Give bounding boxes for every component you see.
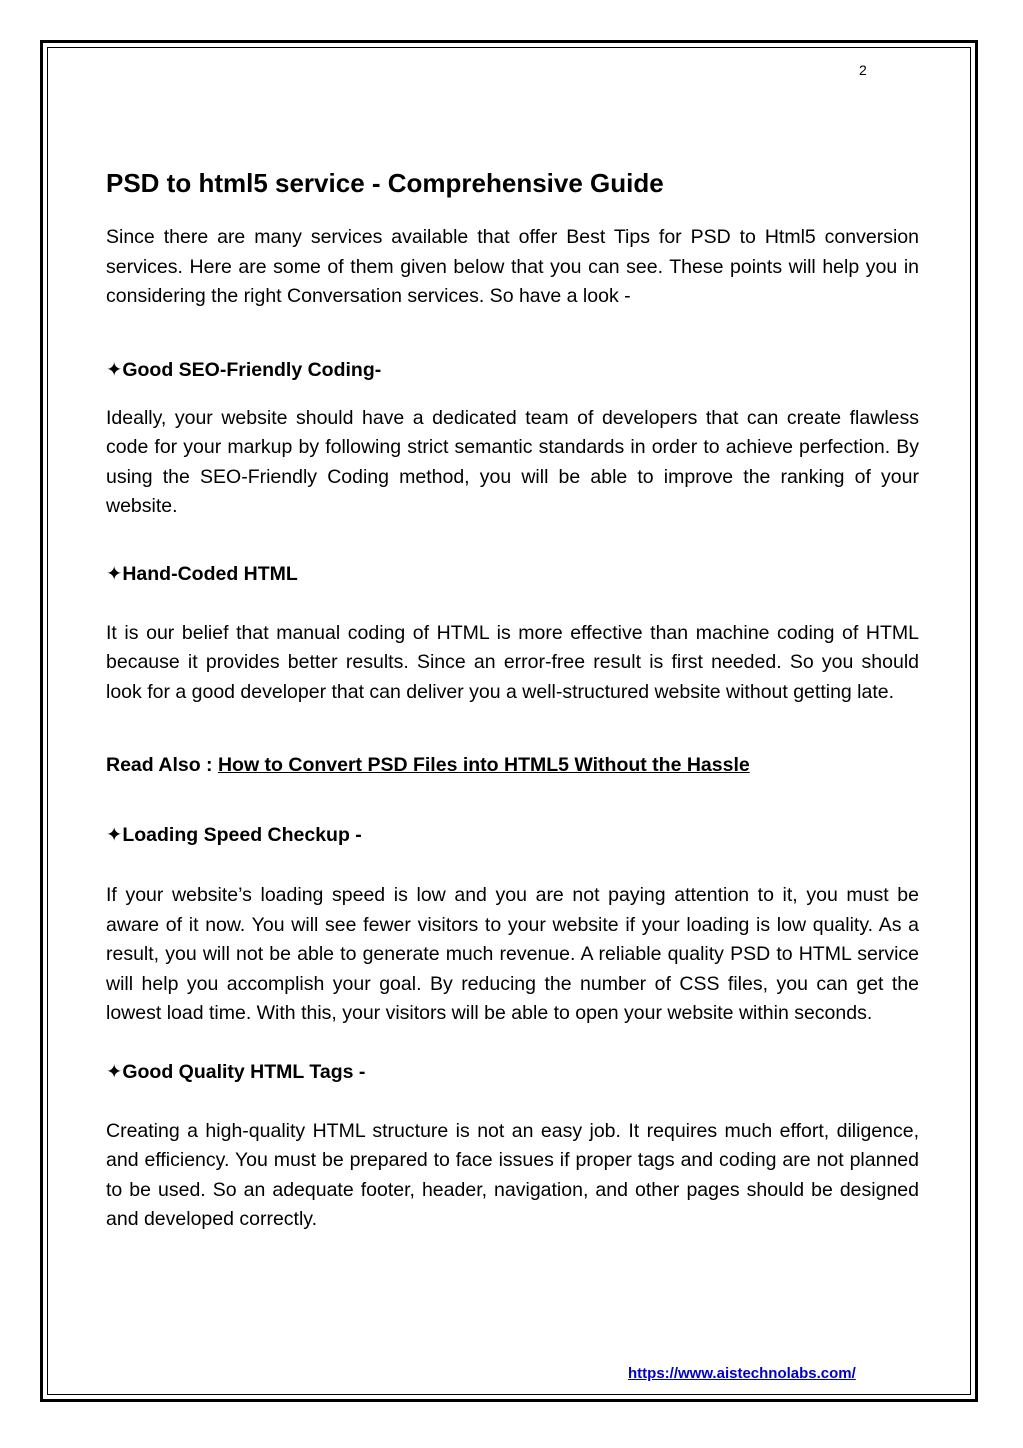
star-bullet-icon: ✦ xyxy=(106,358,123,381)
read-also-label: Read Also : xyxy=(106,754,218,776)
section-body-hand-coded: It is our belief that manual coding of HTML is more effective than machine coding of HTML because it provides better results. Since an error-free result is first needed. So you should look for a good developer that can deliver you a well-structured website without getting late. xyxy=(106,621,919,703)
intro-paragraph: Since there are many services available that offer Best Tips for PSD to Html5 conversion services. Here are some of them given below that you can see. These points will help you in considering the right Conversation services. So have a look - xyxy=(106,226,919,307)
section-heading-html-tags xyxy=(106,1058,919,1086)
section-heading-label: Good Quality HTML Tags - xyxy=(122,1060,366,1083)
section-heading-label: Hand-Coded HTML xyxy=(122,562,298,585)
section-body-loading-speed: If your website’s loading speed is low and you are not paying attention to it, you must be aware of it now. You will see fewer visitors to your website if your loading is low quality. As a result, you will not be able to generate much revenue. A reliable quality PSD to HTML service will help you accomplish your goal. By reducing the number of CSS files, you can get the lowest load time. With this, your visitors will be able to open your website within seconds. xyxy=(106,884,919,1024)
section-body-seo: Ideally, your website should have a dedicated team of developers that can create flawless code for your markup by following strict semantic standards in order to achieve perfection. By using the SEO-Friendly Coding method, you will be able to improve the ranking of your website. xyxy=(106,406,919,517)
star-bullet-icon: ✦ xyxy=(106,1060,123,1083)
read-also xyxy=(106,751,919,779)
page-title: PSD to html5 service - Comprehensive Guide xyxy=(106,168,664,198)
section-heading-label: Good SEO-Friendly Coding- xyxy=(122,358,382,381)
section-heading-hand-coded xyxy=(106,560,919,588)
section-heading-loading-speed xyxy=(106,821,919,849)
read-also-link[interactable]: How to Convert PSD Files into HTML5 Without the Hassle xyxy=(217,754,750,776)
star-bullet-icon: ✦ xyxy=(106,562,123,585)
footer-website-link[interactable]: https://www.aistechnolabs.com/ xyxy=(628,1365,856,1382)
document-content xyxy=(106,166,919,1235)
star-bullet-icon: ✦ xyxy=(106,824,123,846)
page-number: 2 xyxy=(859,62,867,78)
section-heading-seo xyxy=(106,356,919,384)
section-body-html-tags: Creating a high-quality HTML structure is not an easy job. It requires much effort, diligence, and efficiency. You must be prepared to face issues if proper tags and coding are not planned to be used. So an adequate footer, header, navigation, and other pages should be designed and developed correctly. xyxy=(106,1119,919,1230)
section-heading-label: Loading Speed Checkup - xyxy=(122,824,362,846)
